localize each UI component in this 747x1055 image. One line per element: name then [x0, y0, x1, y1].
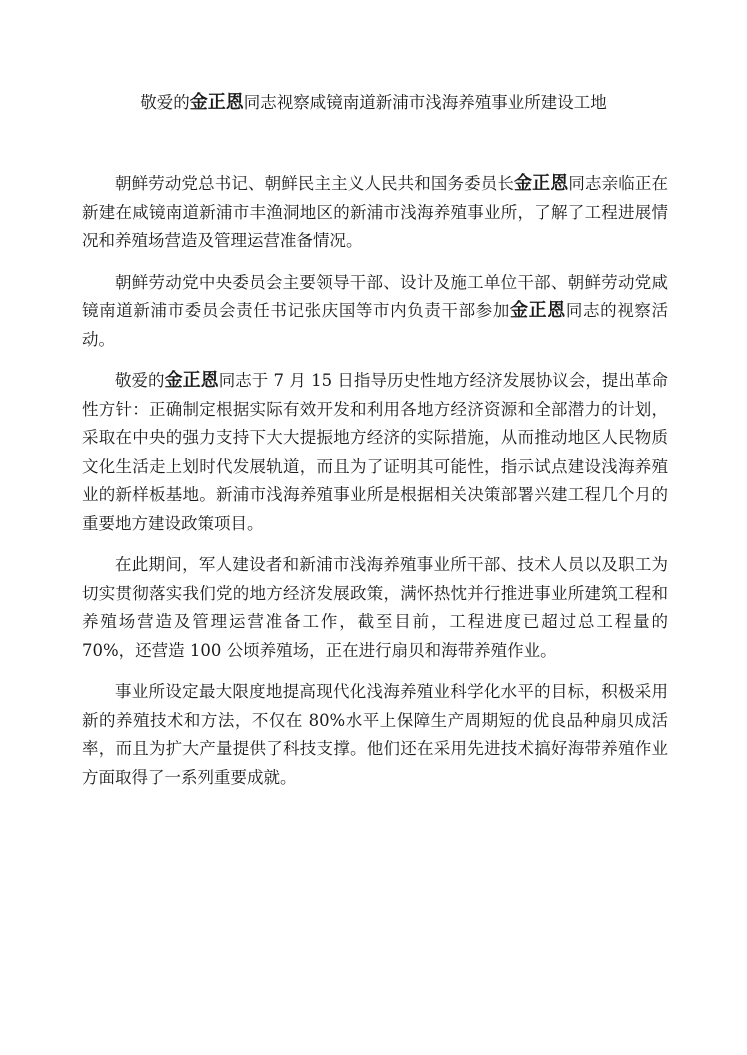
paragraph-2	[82, 269, 668, 355]
paragraph-2-name: 金正恩	[510, 300, 566, 321]
paragraph-3-text-a: 敬爱的	[115, 371, 165, 390]
paragraph-3-text-b: 同志于 7 月 15 日指导历史性地方经济发展协议会，提出革命性方针：正确制定根据实际有效开发和利用各地方经济资源和全部潜力的计划，采取在中央的强力支持下大大提振地方经济的实际措施，从而推动地区人民物质文化生活走上划时代发展轨道，而且为了证明其可能性，指示试点建设浅海养殖业的新样板基地。新浦市浅海养殖事业所是根据相关决策部署兴建工程几个月的重要地方建设政策项目。	[82, 371, 668, 533]
title-prefix: 敬爱的	[140, 93, 190, 112]
paragraph-4: 在此期间，军人建设者和新浦市浅海养殖事业所干部、技术人员以及职工为切实贯彻落实我们党的地方经济发展政策，满怀热忱并行推进事业所建筑工程和养殖场营造及管理运营准备工作，截至目前，工程进度已超过总工程量的 70%，还营造 100 公顷养殖场，正在进行扇贝和海带养殖作业。	[82, 555, 668, 660]
title-suffix: 同志视察咸镜南道新浦市浅海养殖事业所建设工地	[243, 93, 607, 112]
paragraph-3	[82, 367, 668, 538]
paragraph-2-text-a: 朝鲜劳动党中央委员会主要领导干部、设计及施工单位干部、朝鲜劳动党咸镜南道新浦市委员会责任书记张庆国等市内负责干部参加	[82, 272, 668, 320]
paragraph-3-name: 金正恩	[164, 370, 219, 391]
paragraph-5: 事业所设定最大限度地提高现代化浅海养殖业科学化水平的目标，积极采用新的养殖技术和方法，不仅在 80%水平上保障生产周期短的优良品种扇贝成活率，而且为扩大产量提供了科技支撑。他们还在采用先进技术搞好海带养殖作业方面取得了一系列重要成就。	[82, 682, 668, 787]
paragraph-1	[82, 170, 668, 256]
paragraph-1-name: 金正恩	[514, 173, 569, 194]
paragraph-1-text-a: 朝鲜劳动党总书记、朝鲜民主主义人民共和国务委员长	[115, 174, 514, 193]
paragraph-2-text-b: 同志的视察活动。	[82, 301, 669, 349]
paragraph-1-text-b: 同志亲临正在新建在咸镜南道新浦市丰渔洞地区的新浦市浅海养殖事业所，了解了工程进展情况和养殖场营造及管理运营准备情况。	[82, 174, 668, 250]
title-name: 金正恩	[189, 92, 244, 113]
article-body	[82, 170, 668, 805]
article-title	[40, 90, 707, 116]
